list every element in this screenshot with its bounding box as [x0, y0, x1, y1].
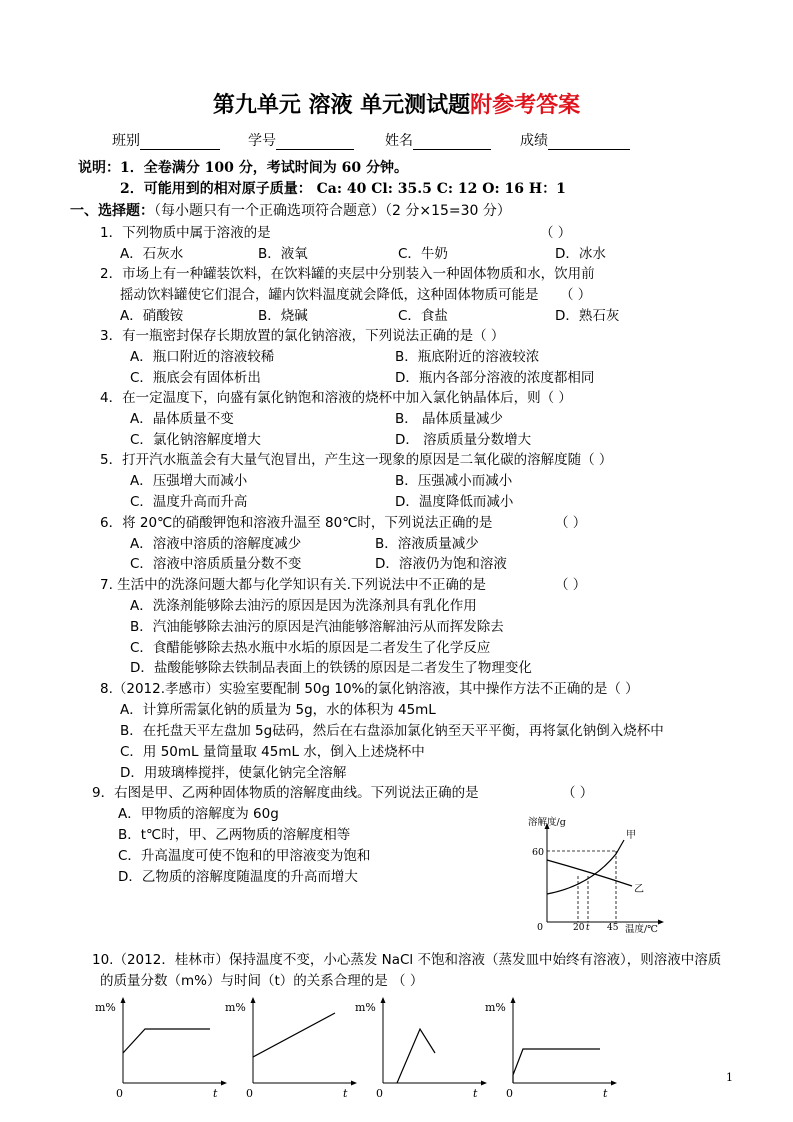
- q6-option-d: D．溶液仍为饱和溶液: [375, 556, 507, 572]
- q8-stem: 8.（2012.孝感市）实验室要配制 50g 10%的氯化钠溶液，其中操作方法不正确的是（ ）: [100, 681, 639, 697]
- q1-answer-blank: （ ）: [540, 225, 572, 241]
- x-axis-label: 温度/℃: [625, 924, 658, 935]
- graph-c-origin: 0: [376, 1087, 383, 1100]
- q4-option-a: A．晶体质量不变: [130, 411, 234, 427]
- tick-45: 45: [607, 923, 619, 933]
- q7-option-c: C．食醋能够除去热水瓶中水垢的原因是二者发生了化学反应: [130, 640, 491, 656]
- class-field: 班别: [112, 130, 220, 150]
- section-heading: 一、选择题：（每小题只有一个正确选项符合题意）（2 分×15=30 分）: [70, 203, 511, 219]
- q2-answer-blank: （ ）: [560, 287, 592, 303]
- tick-20: 20: [573, 923, 585, 933]
- q6-option-c: C．溶液中溶质质量分数不变: [130, 556, 302, 572]
- q10-graph-d: [485, 997, 617, 1100]
- q8-option-d: D．用玻璃棒搅拌，使氯化钠完全溶解: [120, 765, 347, 781]
- graph-c-y-arrow: [381, 997, 386, 1003]
- page-title: 第九单元 溶液 单元测试题附参考答案: [212, 92, 581, 118]
- graph-d-origin: 0: [506, 1087, 513, 1100]
- q10-graph-c: [355, 997, 487, 1100]
- q3-option-d: D．瓶内各部分溶液的浓度都相同: [395, 370, 595, 386]
- graph-a-xlabel: t: [213, 1087, 218, 1100]
- note-2: 2．可能用到的相对原子质量： Ca: 40 Cl: 35.5 C: 12 O: 16 H：1: [120, 181, 566, 197]
- q3-stem: 3．有一瓶密封保存长期放置的氯化钠溶液，下列说法正确的是（ ）: [100, 328, 505, 344]
- graph-d-y-arrow: [511, 997, 516, 1003]
- graph-a-x-arrow: [221, 1081, 227, 1086]
- q1-stem: 1．下列物质中属于溶液的是: [100, 225, 271, 241]
- q1-option-c: C．牛奶: [398, 246, 448, 262]
- number-field: 学号: [248, 130, 354, 150]
- q4-stem: 4．在一定温度下，向盛有氯化钠饱和溶液的烧杯中加入氯化钠晶体后，则（ ）: [100, 390, 572, 406]
- x-axis-arrow: [658, 920, 664, 925]
- q9-answer-blank: （ ）: [562, 785, 594, 801]
- tick-60: 60: [532, 847, 545, 858]
- q10-graphs: [95, 995, 735, 1105]
- curve-jia: [547, 840, 624, 894]
- answer-note: 附参考答案: [470, 92, 581, 118]
- graph-d-x-arrow: [611, 1081, 617, 1086]
- label-jia: 甲: [626, 830, 636, 841]
- y-axis-label: 溶解度/g: [528, 817, 566, 828]
- q7-option-a: A．洗涤剂能够除去油污的原因是因为洗涤剂具有乳化作用: [130, 598, 477, 614]
- q4-option-b: B． 晶体质量减少: [395, 411, 504, 427]
- q6-stem: 6．将 20℃的硝酸钾饱和溶液升温至 80℃时，下列说法正确的是: [100, 515, 493, 531]
- note-1: 说明：1．全卷满分 100 分，考试时间为 60 分钟。: [78, 160, 408, 176]
- graph-b-origin: 0: [246, 1087, 253, 1100]
- q9-stem: 9．右图是甲、乙两种固体物质的溶解度曲线。下列说法正确的是: [92, 785, 479, 801]
- q8-option-c: C．用 50mL 量筒量取 45mL 水，倒入上述烧杯中: [120, 744, 425, 760]
- q7-option-d: D．盐酸能够除去铁制品表面上的铁锈的原因是二者发生了物理变化: [130, 660, 532, 676]
- graph-b-x-arrow: [351, 1081, 357, 1086]
- graph-c-ylabel: m%: [355, 1001, 376, 1014]
- q5-option-b: B．压强减小而减小: [395, 473, 513, 489]
- q8-option-b: B．在托盘天平左盘加 5g砝码，然后在右盘添加氯化钠至天平平衡，再将氯化钠倒入烧杯中: [120, 723, 664, 739]
- q3-option-c: C．瓶底会有固体析出: [130, 370, 261, 386]
- label-yi: 乙: [634, 884, 644, 895]
- q7-option-b: B．汽油能够除去油污的原因是汽油能够溶解油污从而挥发除去: [130, 619, 504, 635]
- graph-c-x-arrow: [481, 1081, 487, 1086]
- q1-option-d: D．冰水: [555, 246, 606, 262]
- q6-option-a: A．溶液中溶质的溶解度减少: [130, 536, 302, 552]
- q3-option-a: A．瓶口附近的溶液较稀: [130, 349, 275, 365]
- graph-a-ylabel: m%: [95, 1001, 116, 1014]
- q9-option-c: C．升高温度可使不饱和的甲溶液变为饱和: [118, 848, 371, 864]
- tick-t: t: [586, 923, 590, 933]
- q10-stem-1: 10.（2012．桂林市）保持温度不变，小心蒸发 NaCl 不饱和溶液（蒸发皿中始终有溶液），则溶液中溶质: [92, 952, 722, 968]
- origin-label: 0: [537, 922, 544, 933]
- q10-graph-a: [95, 997, 227, 1100]
- graph-b-curve: [253, 1013, 335, 1057]
- graph-c-curve: [397, 1029, 435, 1083]
- graph-d-xlabel: t: [603, 1087, 608, 1100]
- q2-option-b: B．烧碱: [258, 308, 308, 324]
- graph-b-y-arrow: [251, 997, 256, 1003]
- graph-a-y-arrow: [121, 997, 126, 1003]
- graph-d-ylabel: m%: [485, 1001, 506, 1014]
- q8-option-a: A．计算所需氯化钠的质量为 5g，水的体积为 45mL: [120, 702, 436, 718]
- graph-a-origin: 0: [116, 1087, 123, 1100]
- curve-yi: [547, 860, 632, 886]
- graph-c-xlabel: t: [473, 1087, 478, 1100]
- graph-b-xlabel: t: [343, 1087, 348, 1100]
- q2-stem-1: 2．市场上有一种罐装饮料，在饮料罐的夹层中分别装入一种固体物质和水，饮用前: [100, 266, 595, 282]
- name-field: 姓名: [385, 130, 491, 150]
- q5-option-c: C．温度升高而升高: [130, 494, 248, 510]
- page-number: 1: [726, 1071, 733, 1084]
- q9-option-b: B．t℃时，甲、乙两物质的溶解度相等: [118, 827, 351, 843]
- q1-option-b: B．液氧: [258, 246, 308, 262]
- q7-answer-blank: （ ）: [555, 577, 587, 593]
- score-field: 成绩: [520, 130, 630, 150]
- q2-option-c: C．食盐: [398, 308, 448, 324]
- q4-option-d: D． 溶质质量分数增大: [395, 432, 532, 448]
- q2-option-d: D．熟石灰: [555, 308, 620, 324]
- graph-d-curve: [513, 1049, 600, 1083]
- q5-option-d: D．温度降低而减小: [395, 494, 514, 510]
- q7-stem: 7. 生活中的洗涤问题大都与化学知识有关.下列说法中不正确的是: [100, 577, 486, 593]
- q9-option-d: D．乙物质的溶解度随温度的升高而增大: [118, 869, 358, 885]
- q9-option-a: A．甲物质的溶解度为 60g: [118, 806, 279, 822]
- q4-option-c: C．氯化钠溶解度增大: [130, 432, 261, 448]
- q10-stem-2: 的质量分数（m%）与时间（t）的关系合理的是 （ ）: [100, 973, 424, 989]
- q6-answer-blank: （ ）: [555, 515, 587, 531]
- q2-stem-2: 摇动饮料罐使它们混合，罐内饮料温度就会降低，这种固体物质可能是: [120, 287, 539, 303]
- q1-option-a: A．石灰水: [120, 246, 184, 262]
- graph-a-curve: [123, 1029, 210, 1053]
- q2-option-a: A．硝酸铵: [120, 308, 184, 324]
- graph-b-ylabel: m%: [225, 1001, 246, 1014]
- q10-graph-b: [225, 997, 357, 1100]
- q9-solubility-chart: [520, 812, 680, 937]
- q3-option-b: B．瓶底附近的溶液较浓: [395, 349, 540, 365]
- q5-stem: 5．打开汽水瓶盖会有大量气泡冒出，产生这一现象的原因是二氧化碳的溶解度随（ ）: [100, 452, 613, 468]
- q5-option-a: A．压强增大而减小: [130, 473, 248, 489]
- q6-option-b: B．溶液质量减少: [375, 536, 479, 552]
